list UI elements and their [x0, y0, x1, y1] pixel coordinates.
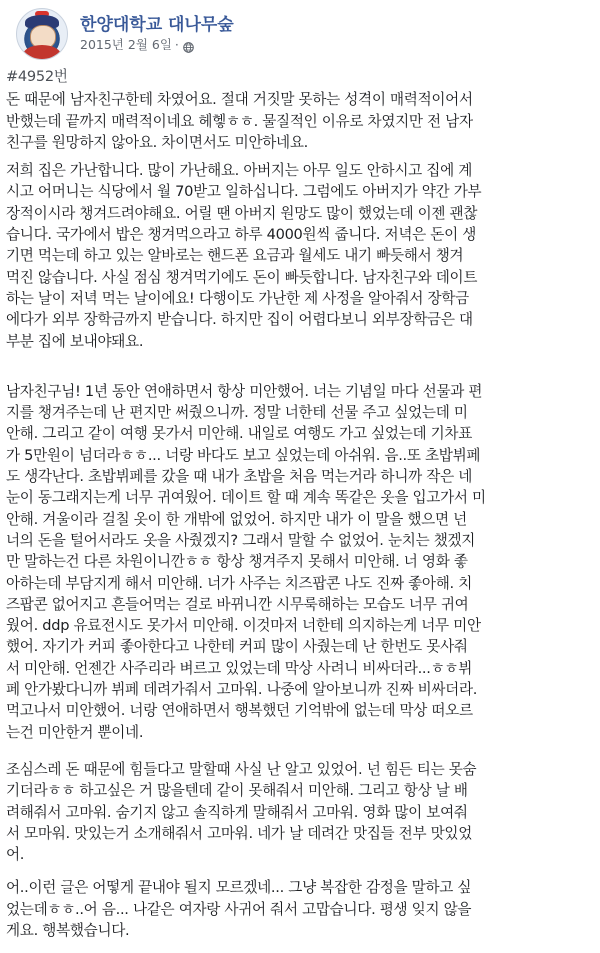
post-body	[6, 66, 594, 941]
page-name-link[interactable]: 한양대학교 대나무숲	[80, 15, 234, 35]
post-date-link[interactable]: 2015년 2월 6일	[80, 37, 172, 52]
post-number-tag: #4952번	[6, 68, 68, 85]
post-paragraph: 저희 집은 가난합니다. 많이 가난해요. 아버지는 아무 일도 안하시고 집에 계 시고 어머니는 식당에서 월 70받고 일하십니다. 그럼에도 아버지가 약간 가부 장적이시라 챙겨드려야해요. 어릴 땐 아버지 원망도 많이 했었는데 이젠 괜찮 습니다. 국가에서 밥은 챙겨먹으라고 하루 4000원씩 줍니다. 저녁은 돈이 생 기면 먹는데 하고 있는 알바로는 핸드폰 요금과 월세도 내기 빠듯해서 챙겨 먹진 않습니다. 사실 점심 챙겨먹기에도 돈이 빠듯합니다. 남자친구와 데이트 하는 날이 저녁 먹는 날이에요! 다행이도 가난한 제 사정을 알아줘서 장학금 에다가 외부 장학금까지 받습니다. 하지만 집이 어렵다보니 외부장학금은 대 부분 집에 보내야돼요.	[6, 162, 482, 350]
post-paragraph: 남자친구님! 1년 동안 연애하면서 항상 미안했어. 너는 기념일 마다 선물과 편 지를 챙겨주는데 난 편지만 써줬으니까. 정말 너한테 선물 주고 싶었는데 미 안해. 그리고 같이 여행 못가서 미안해. 내일로 여행도 가고 싶었는데 기차표 가 5만원이 넘더라ㅎㅎ... 너랑 바다도 보고 싶었는데 아쉬워. 음..또 초밥뷔페 도 생각난다. 초밥뷔페를 갔을 때 내가 초밥을 처음 먹는거라 하니까 작은 네 눈이 동그래지는게 너무 귀여웠어. 데이트 할 때 계속 똑같은 옷을 입고가서 미 안해. 겨울이라 걸칠 옷이 한 개밖에 없었어. 하지만 내가 이 말을 했으면 넌 너의 돈을 털어서라도 옷을 사줬겠지? 그래서 말할 수 없었어. 눈치는 챘겠지 만 말하는건 다른 차원이니깐ㅎㅎ 항상 챙겨주지 못해서 미안해. 너 영화 좋 아하는데 부담지게 해서 미안해. 너가 사주는 치즈팝콘 나도 진짜 좋아해. 치 즈팝콘 없어지고 흔들어먹는 걸로 바뀌니깐 시무룩해하는 모습도 너무 귀여 웠어. ddp 유료전시도 못가서 미안해. 이것마저 너한테 의지하는게 너무 미안 했어. 자기가 커피 좋아한다고 나한테 커피 많이 사줬는데 난 한번도 못사줘 서 미안해. 언젠간 사주리라 벼르고 있었는데 막상 사려니 비싸더라...ㅎㅎ뷔 페 안가봤다니까 뷔페 데려가줘서 고마워. 나중에 알아보니까 진짜 비싸더라. 먹고나서 미안했어. 너랑 연애하면서 행복했던 기억밖에 없는데 막상 떠오르 는건 미안한거 뿐이네.	[6, 382, 486, 741]
post-paragraph: 돈 때문에 남자친구한테 차였어요. 절대 거짓말 못하는 성격이 매력적이어서 반했는데 끝까지 매력적이네요 헤헿ㅎㅎ. 물질적인 이유로 차였지만 전 남자 친구를 원망하지 않아요. 차이면서도 미안하네요.	[6, 91, 473, 151]
header-text	[80, 14, 234, 54]
page-avatar-icon[interactable]	[16, 8, 68, 60]
meta-separator: ·	[174, 37, 179, 52]
avatar-body	[23, 45, 61, 60]
post-header	[16, 6, 234, 62]
post-paragraph: 어..이런 글은 어떻게 끝내야 될지 모르겠네... 그냥 복잡한 감정을 말하고 싶 었는데ㅎㅎ..어 음... 나같은 여자랑 사귀어 줘서 고맙습니다. 평생 잊지 않을 게요. 행복했습니다.	[6, 879, 472, 939]
post-paragraph: 조심스레 돈 때문에 힘들다고 말할때 사실 난 알고 있었어. 넌 힘든 티는 못숨 기더라ㅎㅎ 하고싶은 거 많을텐데 같이 못해줘서 미안해. 그리고 항상 날 배 려해줘서 고마워. 숨기지 않고 솔직하게 말해줘서 고마워. 영화 많이 보여줘 서 모마워. 맛있는거 소개해줘서 고마워. 네가 날 데려간 맛집들 전부 맛있었 어.	[6, 760, 477, 864]
post-meta	[80, 36, 234, 54]
globe-icon[interactable]	[183, 40, 194, 51]
